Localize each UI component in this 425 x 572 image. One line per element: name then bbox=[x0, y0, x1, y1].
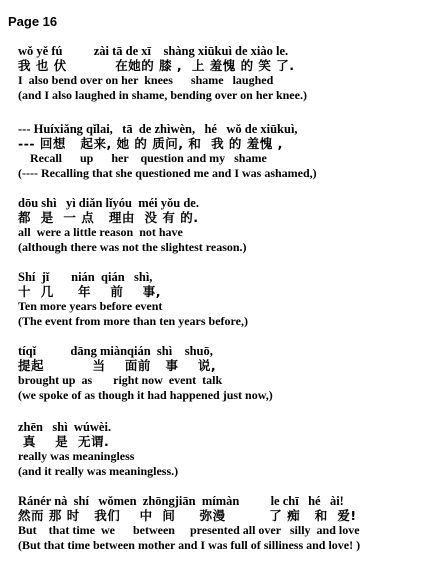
pinyin-line: wǒ yě fú zài tā de xī shàng xiūkuì de xiào le. bbox=[18, 44, 289, 58]
hanzi-line: 然而 那 时 我们 中 间 弥漫 了 痴 和 爱! bbox=[18, 507, 357, 523]
pinyin-line: zhēn shì wúwèi. bbox=[18, 420, 112, 434]
hanzi-line: 我 也 伏 在她的 膝 , 上 羞愧 的 笑 了. bbox=[18, 57, 295, 73]
hanzi-line: 提起 当 面前 事 说, bbox=[18, 357, 217, 373]
verse-6 bbox=[18, 420, 418, 478]
translation-line: (and I also laughed in shame, bending over on her knee.) bbox=[18, 87, 307, 102]
page-number: Page 16 bbox=[8, 14, 58, 29]
verse-2 bbox=[18, 122, 418, 180]
verse-7 bbox=[18, 494, 418, 552]
gloss-line: all were a little reason not have bbox=[18, 225, 183, 239]
verse-3 bbox=[18, 196, 418, 254]
gloss-line: I also bend over on her knees shame laughed bbox=[18, 73, 274, 87]
gloss-line: really was meaningless bbox=[18, 449, 135, 463]
gloss-line: But that time we between presented all over silly and love bbox=[18, 523, 360, 537]
hanzi-line: 真 是 无谓. bbox=[18, 433, 110, 449]
hanzi-line: --- 回想 起来, 她 的 质问, 和 我 的 羞愧 , bbox=[18, 135, 283, 151]
hanzi-line: 十 几 年 前 事, bbox=[18, 283, 162, 299]
verse-5 bbox=[18, 344, 418, 402]
pinyin-line: Ránér nà shí wǒmen zhōngjiān mímàn le chī hé ài! bbox=[18, 494, 344, 508]
gloss-line: Ten more years before event bbox=[18, 299, 163, 313]
gloss-line: Recall up her question and my shame bbox=[18, 151, 267, 165]
translation-line: (although there was not the slightest reason.) bbox=[18, 239, 247, 254]
pinyin-line: --- Huíxiǎng qǐlai, tā de zhìwèn, hé wǒ de xiūkuì, bbox=[18, 122, 298, 136]
translation-line: (and it really was meaningless.) bbox=[18, 463, 179, 478]
pinyin-line: dōu shì yì diǎn lǐyóu méi yǒu de. bbox=[18, 196, 199, 210]
pinyin-line: tíqǐ dāng miànqián shì shuō, bbox=[18, 344, 213, 358]
hanzi-line: 都 是 一 点 理由 没 有 的. bbox=[18, 209, 199, 225]
gloss-line: brought up as right now event talk bbox=[18, 373, 223, 387]
translation-line: (But that time between mother and I was full of silliness and love! ) bbox=[18, 537, 361, 552]
pinyin-line: Shí jǐ nián qián shì, bbox=[18, 270, 153, 284]
verse-1 bbox=[18, 44, 418, 102]
translation-line: (---- Recalling that she questioned me and I was ashamed,) bbox=[18, 165, 317, 180]
translation-line: (we spoke of as though it had happened just now,) bbox=[18, 387, 273, 402]
translation-line: (The event from more than ten years before,) bbox=[18, 313, 248, 328]
verse-4 bbox=[18, 270, 418, 328]
